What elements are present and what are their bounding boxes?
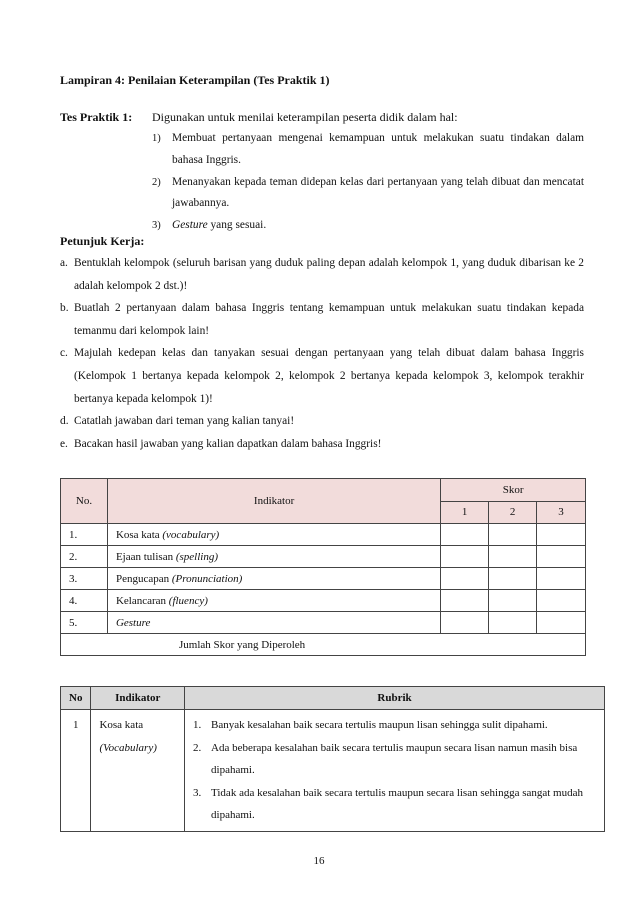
rubric-text: Ada beberapa kesalahan baik secara tertulis maupun secara lisan namun masih bisa dipahami.	[211, 741, 578, 776]
step-text: Majulah kedepan kelas dan tanyakan sesuai dengan pertanyaan yang telah dibuat dalam bahasa Inggris (Kelompok 1 bertanya kepada kelompok 2, kelompok 2 bertanya kepada kelompok 3, kelompok terakhir bertanya kepada kelompok 1)!	[74, 347, 584, 405]
rubric-row-indikator	[91, 710, 185, 832]
rubric-row-no: 1	[61, 710, 91, 832]
rubric-header-indikator: Indikator	[91, 687, 185, 710]
table-row-total	[61, 634, 586, 656]
table-row	[61, 612, 586, 634]
rubric-item	[193, 714, 596, 737]
step-marker: e.	[60, 437, 68, 450]
rubric-text: Tidak ada kesalahan baik secara tertulis maupun secara lisan sehingga sangat mudah dipahami.	[211, 786, 583, 821]
score-table	[60, 478, 586, 656]
score-header-3: 3	[537, 501, 586, 524]
row-indikator: Gesture	[107, 612, 440, 634]
tes-praktik-list	[152, 128, 584, 237]
step-item	[60, 342, 584, 410]
score-cell	[489, 524, 537, 546]
table-row	[61, 710, 605, 832]
step-marker: a.	[60, 257, 68, 269]
total-label: Jumlah Skor yang Diperoleh	[61, 634, 586, 656]
row-no: 2.	[61, 546, 108, 568]
score-cell	[537, 590, 586, 612]
list-number: 3)	[152, 220, 161, 231]
score-cell	[441, 524, 489, 546]
rubric-item	[193, 782, 596, 827]
score-cell	[537, 568, 586, 590]
rubric-table	[60, 686, 605, 832]
petunjuk-heading: Petunjuk Kerja:	[60, 234, 145, 248]
step-marker: d.	[60, 415, 69, 428]
rubric-indikator-line: Kosa kata	[99, 719, 144, 731]
table-row	[61, 568, 586, 590]
list-number: 1)	[152, 133, 161, 144]
score-cell	[537, 612, 586, 634]
row-indikator: Kelancaran (fluency)	[107, 590, 440, 612]
list-item	[152, 172, 584, 215]
score-cell	[489, 590, 537, 612]
score-cell	[441, 590, 489, 612]
row-indikator: Ejaan tulisan (spelling)	[107, 546, 440, 568]
list-text: Gesture yang sesuai.	[172, 219, 267, 231]
score-header-indikator: Indikator	[107, 479, 440, 524]
rubric-list	[193, 714, 596, 827]
step-text: Catatlah jawaban dari teman yang kalian tanyai!	[74, 415, 295, 428]
rubric-row-items	[185, 710, 605, 832]
petunjuk-steps	[60, 252, 584, 455]
row-indikator: Kosa kata (vocabulary)	[107, 524, 440, 546]
table-row	[61, 524, 586, 546]
step-text: Bentuklah kelompok (seluruh barisan yang duduk paling depan adalah kelompok 1, yang duduk dibarisan ke 2 adalah kelompok 2 dst.)!	[74, 257, 584, 292]
page-title: Lampiran 4: Penilaian Keterampilan (Tes Praktik 1)	[60, 73, 330, 87]
list-item	[152, 215, 584, 237]
page-number: 16	[313, 855, 325, 867]
row-indikator: Pengucapan (Pronunciation)	[107, 568, 440, 590]
tes-praktik-label: Tes Praktik 1:	[60, 110, 133, 124]
list-number: 2)	[152, 176, 161, 188]
score-cell	[489, 612, 537, 634]
score-cell	[489, 546, 537, 568]
rubric-number: 2.	[193, 741, 202, 754]
step-marker: c.	[60, 347, 68, 360]
score-header-2: 2	[489, 501, 537, 524]
row-no: 4.	[61, 590, 108, 612]
step-item	[60, 433, 584, 456]
score-header-1: 1	[441, 501, 489, 524]
step-text: Bacakan hasil jawaban yang kalian dapatkan dalam bahasa Inggris!	[74, 437, 382, 450]
table-row	[61, 546, 586, 568]
score-cell	[537, 546, 586, 568]
score-header-skor: Skor	[441, 479, 586, 502]
table-row	[61, 590, 586, 612]
rubric-number: 1.	[193, 719, 202, 731]
step-item	[60, 297, 584, 342]
score-cell	[537, 524, 586, 546]
step-marker: b.	[60, 302, 69, 315]
rubric-text: Banyak kesalahan baik secara tertulis maupun lisan sehingga sulit dipahami.	[211, 719, 548, 731]
list-text: Menanyakan kepada teman didepan kelas dari pertanyaan yang telah dibuat dan mencatat jawabannya.	[172, 175, 584, 209]
rubric-header-no: No	[61, 687, 91, 710]
score-header-no: No.	[61, 479, 108, 524]
score-cell	[441, 612, 489, 634]
score-cell	[441, 568, 489, 590]
score-cell	[489, 568, 537, 590]
score-cell	[441, 546, 489, 568]
list-text: Membuat pertanyaan mengenai kemampuan untuk melakukan suatu tindakan dalam bahasa Inggris.	[172, 132, 584, 166]
step-item	[60, 252, 584, 297]
row-no: 3.	[61, 568, 108, 590]
rubric-number: 3.	[193, 786, 202, 799]
step-text: Buatlah 2 pertanyaan dalam bahasa Inggris tentang kemampuan untuk melakukan suatu tindakan kepada temanmu dari kelompok lain!	[74, 302, 584, 337]
row-no: 5.	[61, 612, 108, 634]
tes-praktik-description: Digunakan untuk menilai keterampilan peserta didik dalam hal:	[152, 110, 458, 124]
rubric-header-rubrik: Rubrik	[185, 687, 605, 710]
list-item	[152, 128, 584, 171]
rubric-item	[193, 737, 596, 782]
step-item	[60, 410, 584, 433]
row-no: 1.	[61, 524, 108, 546]
rubric-indikator-line: (Vocabulary)	[99, 741, 157, 754]
